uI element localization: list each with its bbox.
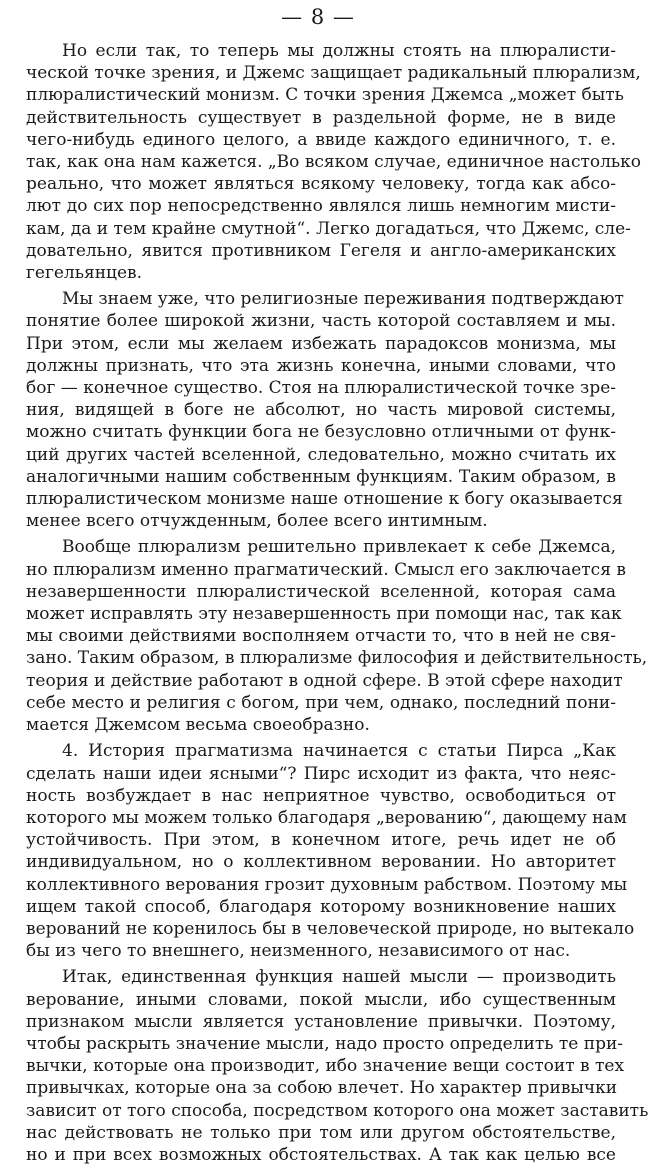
text-line: ность возбуждает в нас неприятное чувство, освободиться от	[26, 785, 616, 806]
text-line: верование, иными словами, покой мысли, ибо существенным	[26, 989, 616, 1010]
text-line: ния, видящей в боге не абсолют, но часть мировой системы,	[26, 400, 616, 421]
page-number: — 8 —	[281, 5, 355, 29]
text-line: сделать наши идеи ясными“? Пирс исходит из факта, что неяс-	[26, 763, 616, 784]
text-line: зано. Таким образом, в плюрализме философия и действительность,	[26, 648, 648, 669]
text-line: но плюрализм именно прагматический. Смысл его заключается в	[26, 559, 626, 580]
text-line: лют до сих пор непосредственно являлся лишь немногим мисти-	[26, 196, 616, 217]
text-line: должны признать, что эта жизнь конечна, иными словами, что	[26, 355, 616, 376]
text-line: бог — конечное существо. Стоя на плюралистической точке зре-	[26, 378, 616, 399]
text-line: признаком мысли является установление привычки. Поэтому,	[26, 1011, 616, 1032]
text-line: мы своими действиями восполняем отчасти то, что в ней не свя-	[26, 626, 616, 647]
text-line: Но если так, то теперь мы должны стоять на плюралисти-	[62, 41, 616, 61]
text-line: гегельянцев.	[26, 263, 143, 284]
text-line: Итак, единственная функция нашей мысли — производить	[62, 967, 616, 988]
text-line: привычках, которые она за собою влечет. Но характер привычки	[26, 1078, 618, 1099]
paragraph-2	[26, 288, 624, 532]
text-line: незавершенности плюралистической вселенной, которая сама	[26, 581, 616, 602]
text-line: верований не коренилось бы в человеческой природе, но вытекало	[26, 918, 635, 939]
text-line: 4. История прагматизма начинается с статьи Пирса „Как	[62, 741, 616, 762]
text-line: вычки, которые она производит, ибо значение вещи состоит в тех	[26, 1056, 625, 1077]
text-line: теория и действие работают в одной сфере. В этой сфере находит	[26, 670, 623, 691]
text-line: При этом, если мы желаем избежать парадоксов монизма, мы	[26, 333, 616, 354]
text-line: Мы знаем уже, что религиозные переживания подтверждают	[62, 289, 624, 310]
text-line: но и при всех возможных обстоятельствах. А так как целью все	[26, 1144, 616, 1165]
text-line: можно считать функции бога не безусловно отличными от функ-	[26, 422, 616, 443]
text-line: нас действовать не только при том или другом обстоятельстве,	[26, 1122, 616, 1143]
text-line: Вообще плюрализм решительно привлекает к себе Джемса,	[62, 537, 616, 558]
text-line: себе место и религия с богом, при чем, однако, последний пони-	[26, 692, 616, 713]
text-line: реально, что может являться всякому человеку, тогда как абсо-	[26, 174, 616, 195]
text-line: ций других частей вселенной, следовательно, можно считать их	[26, 444, 616, 465]
text-line: мается Джемсом весьма своеобразно.	[26, 715, 370, 736]
text-line: которого мы можем только благодаря „верованию“, дающему нам	[26, 807, 627, 828]
text-line: ческой точке зрения, и Джемс защищает радикальный плюрализм,	[26, 63, 641, 84]
text-line: так, как она нам кажется. „Во всяком случае, единичное настолько	[26, 152, 642, 173]
text-line: ищем такой способ, благодаря которому возникновение наших	[26, 896, 616, 917]
text-line: может исправлять эту незавершенность при помощи нас, так как	[26, 604, 622, 625]
text-line: чего-нибудь единого целого, а ввиде каждого единичного, т. е.	[26, 129, 616, 150]
text-line: менее всего отчужденным, более всего интимным.	[26, 511, 488, 532]
text-line: устойчивость. При этом, в конечном итоге, речь идет не об	[26, 830, 616, 851]
text-line: кам, да и тем крайне смутной“. Легко догадаться, что Джемс, сле-	[26, 218, 631, 239]
text-line: аналогичными нашим собственным функциям. Таким образом, в	[26, 466, 616, 487]
text-line: плюралистический монизм. С точки зрения Джемса „может быть	[26, 85, 624, 106]
text-line: довательно, явится противником Гегеля и англо-американских	[26, 240, 616, 261]
text-line: бы из чего то внешнего, неизменного, независимого от нас.	[26, 941, 571, 962]
paragraph-3	[26, 536, 648, 736]
paragraph-1	[26, 40, 642, 284]
text-line: зависит от того способа, посредством которого она может заставить	[26, 1100, 648, 1121]
text-line: чтобы раскрыть значение мысли, надо просто определить те при-	[26, 1033, 624, 1054]
text-line: плюралистическом монизме наше отношение к богу оказывается	[26, 489, 623, 510]
text-line: коллективного верования грозит духовным рабством. Поэтому мы	[26, 874, 628, 895]
paragraph-4	[26, 740, 635, 962]
paragraph-5	[26, 966, 648, 1166]
text-line: действительность существует в раздельной форме, не в виде	[26, 107, 616, 128]
text-line: индивидуальном, но о коллективном веровании. Но авторитет	[26, 852, 616, 873]
text-line: понятие более широкой жизни, часть которой составляем и мы.	[26, 311, 616, 332]
body-text	[26, 40, 648, 1170]
